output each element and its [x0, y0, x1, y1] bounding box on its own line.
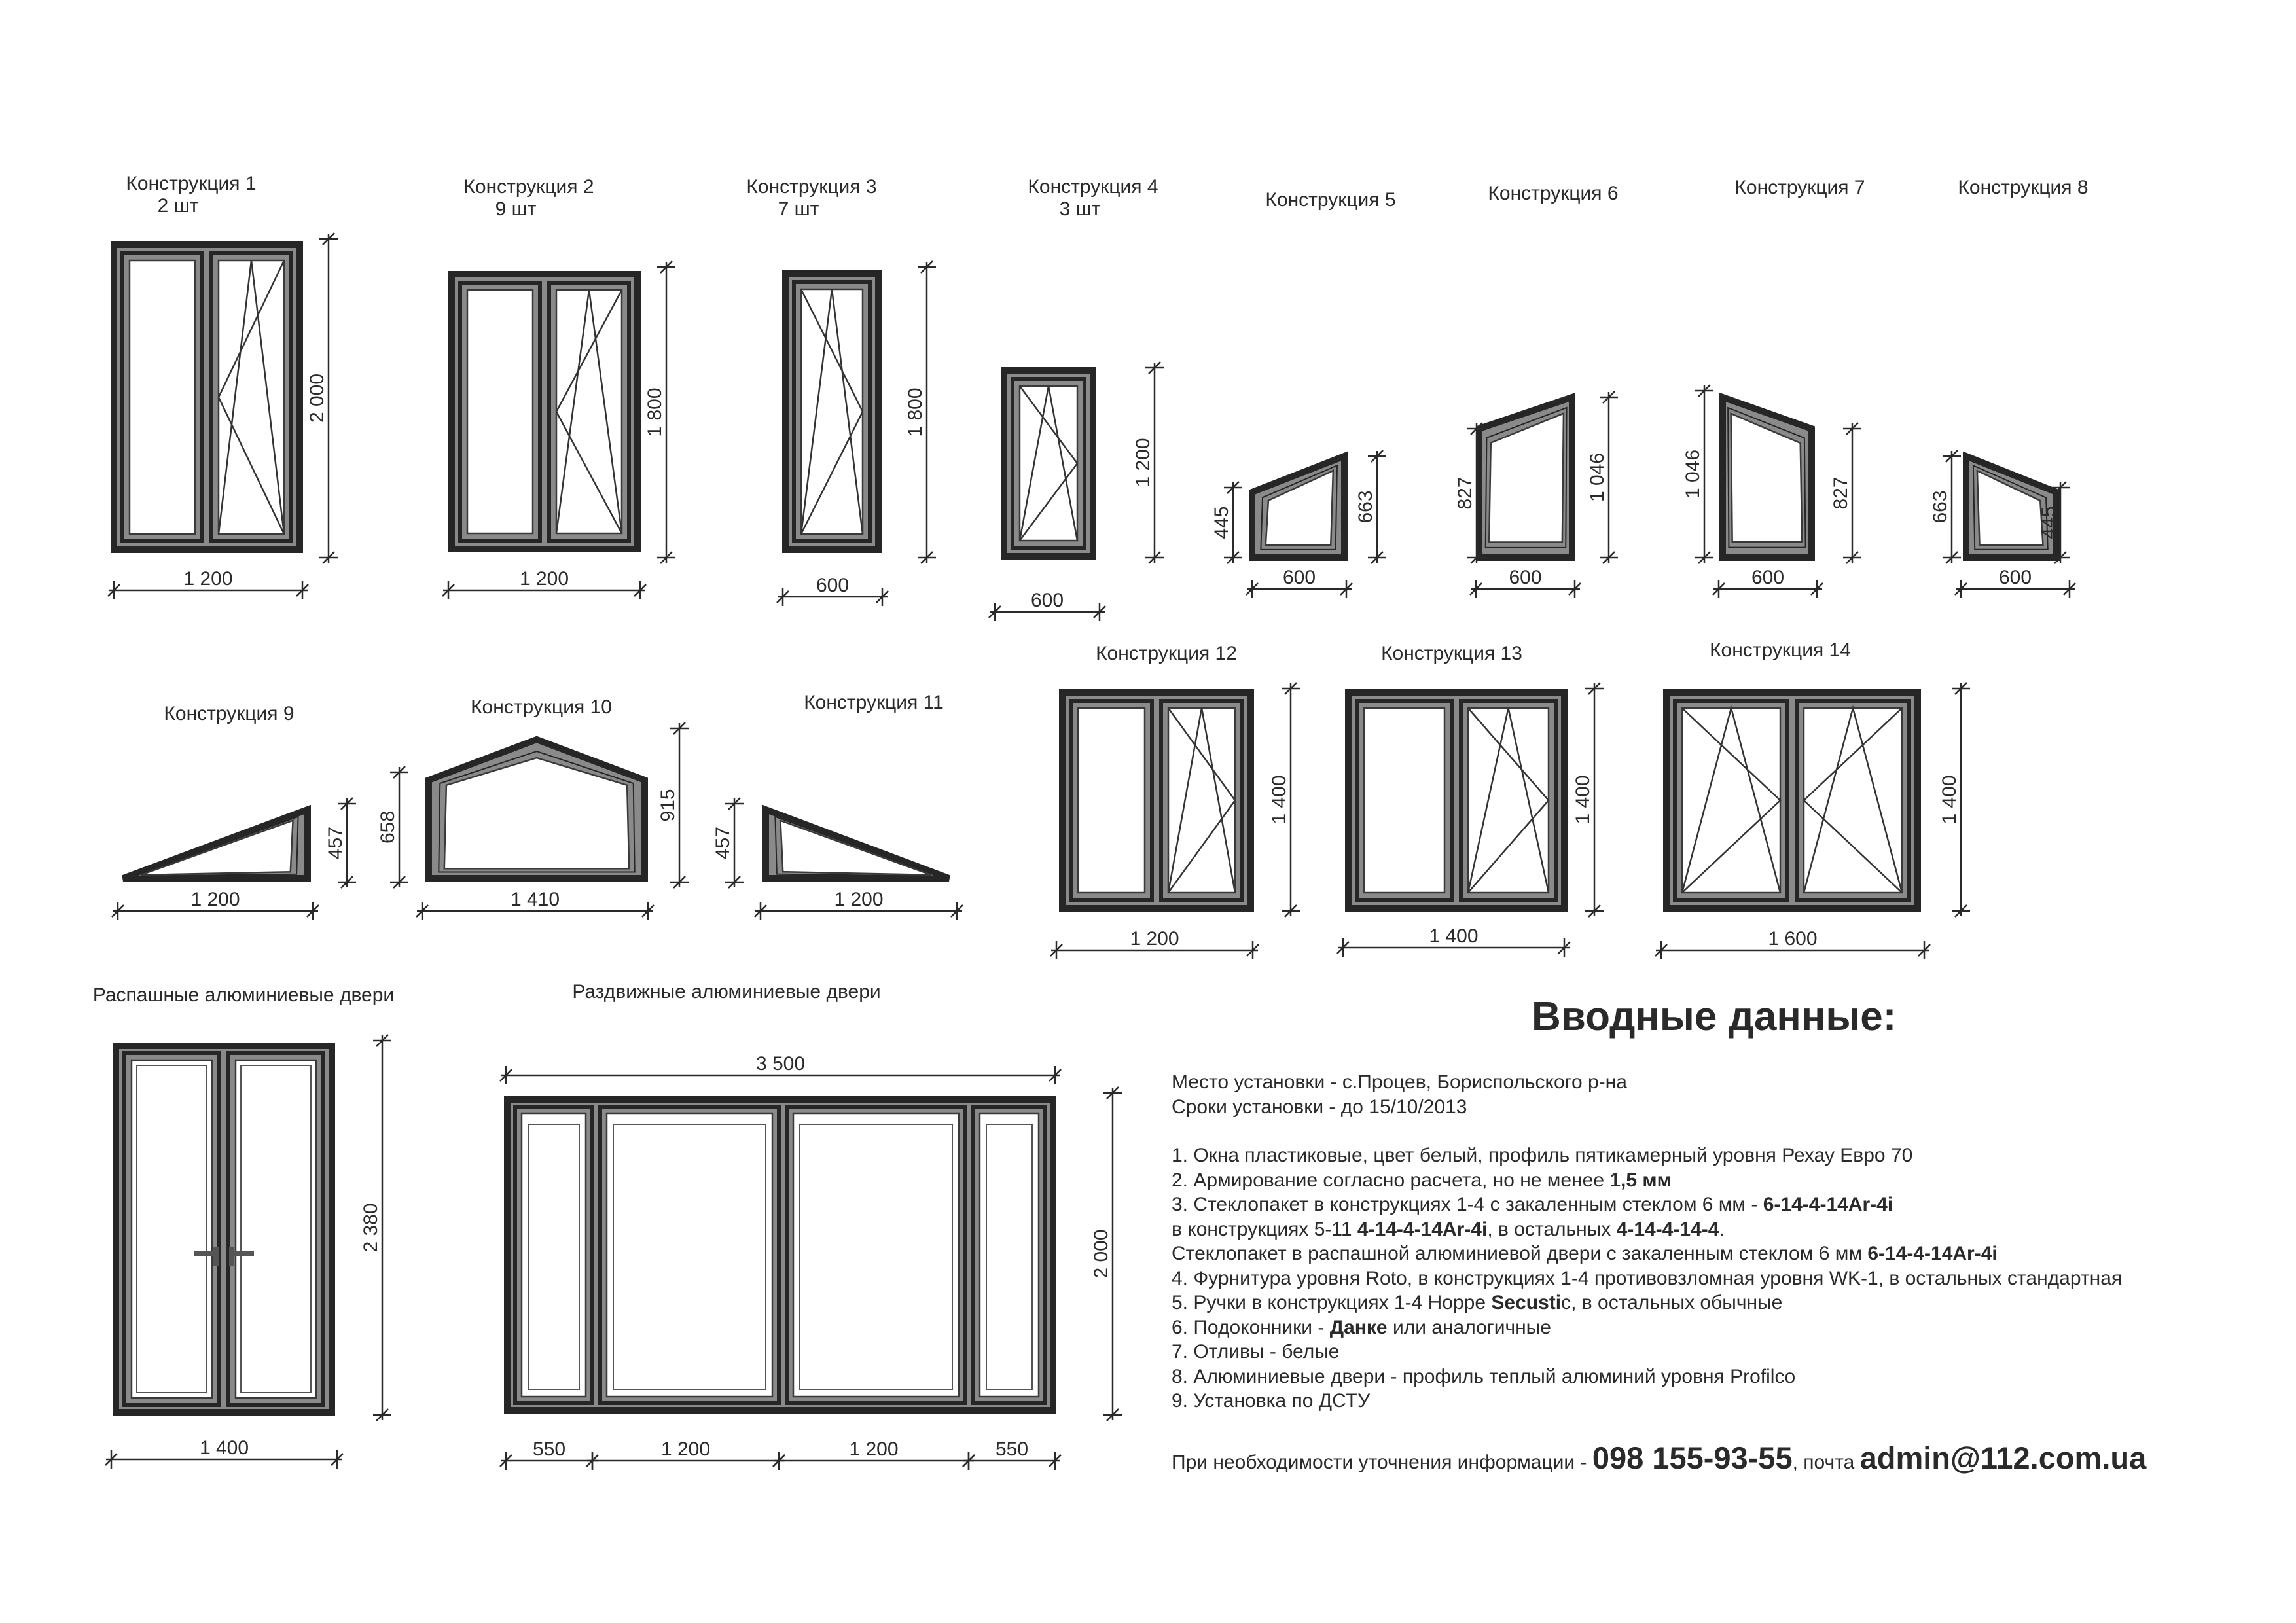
construction-12-height-label: 1 400 — [1268, 775, 1290, 825]
construction-8-left-height-label: 663 — [1929, 490, 1951, 524]
info-item-6: 6. Подоконники - Данке или аналогичные — [1172, 1316, 1551, 1338]
construction-2-height-label: 1 800 — [644, 387, 666, 437]
swing-doors-drawing — [116, 1046, 332, 1412]
sliding-doors-height-label: 2 000 — [1090, 1229, 1112, 1279]
construction-5-width-label: 600 — [1282, 567, 1316, 588]
sliding-doors-segment-2-label: 1 200 — [660, 1438, 711, 1460]
construction-3-window — [785, 274, 878, 550]
construction-2-width-label: 1 200 — [519, 568, 569, 590]
contact-line — [1172, 1440, 2146, 1476]
construction-13-title: Конструкция 13 — [1381, 643, 1522, 664]
construction-4-width-label: 600 — [1030, 590, 1064, 611]
construction-1-height-label: 2 000 — [306, 373, 328, 423]
construction-14-width-label: 1 600 — [1768, 928, 1818, 950]
construction-8-right-height-label: 445 — [2038, 506, 2060, 539]
construction-4-height-label: 1 200 — [1132, 438, 1154, 488]
construction-1-width-label: 1 200 — [183, 568, 233, 590]
construction-2-window — [452, 274, 637, 549]
construction-11-window — [766, 810, 949, 878]
construction-9-height-label: 457 — [325, 826, 346, 860]
construction-3-title: Конструкция 3 — [746, 176, 877, 198]
info-item-5: 5. Ручки в конструкциях 1-4 Hoppe Secustic, в остальных обычные — [1172, 1292, 1783, 1313]
contact-prefix: При необходимости уточнения информации - — [1172, 1452, 1592, 1473]
construction-13-window — [1348, 692, 1564, 908]
construction-7-width-label: 600 — [1751, 567, 1785, 588]
construction-6-width-label: 600 — [1509, 567, 1542, 588]
construction-4-qty: 3 шт — [1059, 198, 1101, 220]
construction-6-title: Конструкция 6 — [1488, 183, 1619, 204]
construction-10-title: Конструкция 10 — [471, 696, 612, 718]
contact-email[interactable]: admin@112.com.ua — [1859, 1440, 2147, 1475]
construction-9-width-label: 1 200 — [190, 889, 240, 910]
construction-3-height-label: 1 800 — [905, 387, 926, 437]
construction-6-window — [1479, 397, 1572, 558]
swing-doors-width-label: 1 400 — [199, 1437, 249, 1459]
construction-1-title: Конструкция 1 — [126, 173, 257, 194]
info-item-3c: Стеклопакет в распашной алюминиевой двери с закаленным стеклом 6 мм 6-14-4-14Ar-4i — [1172, 1243, 1998, 1264]
construction-1-qty: 2 шт — [157, 195, 199, 217]
construction-5-window — [1252, 456, 1344, 558]
swing-doors-height-label: 2 380 — [360, 1203, 382, 1253]
construction-5-left-height-label: 445 — [1211, 506, 1232, 539]
construction-2-title: Конструкция 2 — [463, 176, 594, 198]
info-item-4: 4. Фурнитура уровня Roto, в конструкциях 1-4 противовзломная уровня WK-1, в остальных стандартная — [1172, 1267, 2123, 1289]
construction-5-title: Конструкция 5 — [1265, 189, 1396, 211]
construction-6-right-height-label: 1 046 — [1587, 452, 1608, 503]
construction-10-window — [429, 740, 645, 878]
info-location: Место установки - с.Процев, Бориспольского р-на — [1172, 1071, 1627, 1093]
construction-7-right-height-label: 827 — [1830, 476, 1852, 510]
construction-13-width-label: 1 400 — [1429, 925, 1479, 947]
construction-14-title: Конструкция 14 — [1710, 639, 1851, 661]
construction-14-height-label: 1 400 — [1939, 775, 1960, 825]
contact-phone[interactable]: 098 155-93-55 — [1592, 1440, 1793, 1475]
construction-11-width-label: 1 200 — [834, 889, 884, 910]
construction-3-width-label: 600 — [816, 575, 850, 596]
info-deadline: Сроки установки - до 15/10/2013 — [1172, 1096, 1467, 1118]
contact-mail-label: , почта — [1792, 1452, 1860, 1473]
sliding-doors-segment-3-label: 1 200 — [849, 1438, 899, 1460]
construction-11-title: Конструкция 11 — [804, 692, 944, 713]
construction-12-title: Конструкция 12 — [1096, 643, 1237, 664]
construction-1-window — [114, 245, 300, 550]
sliding-doors-total-width-label: 3 500 — [755, 1053, 806, 1075]
info-item-8: 8. Алюминиевые двери - профиль теплый алюминий уровня Profilco — [1172, 1365, 1796, 1387]
construction-12-width-label: 1 200 — [1130, 928, 1179, 950]
info-item-7: 7. Отливы - белые — [1172, 1341, 1340, 1363]
info-item-9: 9. Установка по ДСТУ — [1172, 1390, 1371, 1412]
construction-11-height-label: 457 — [712, 826, 734, 860]
construction-5-right-height-label: 663 — [1355, 490, 1376, 524]
construction-3-qty: 7 шт — [778, 198, 819, 220]
sliding-doors-segment-1-label: 550 — [532, 1438, 566, 1460]
construction-8-width-label: 600 — [1998, 567, 2032, 588]
construction-12-window — [1062, 692, 1251, 908]
construction-8-title: Конструкция 8 — [1958, 177, 2089, 198]
construction-14-window — [1666, 692, 1918, 908]
construction-2-qty: 9 шт — [495, 198, 537, 220]
construction-7-title: Конструкция 7 — [1734, 177, 1865, 198]
construction-13-height-label: 1 400 — [1572, 775, 1594, 825]
construction-4-title: Конструкция 4 — [1028, 176, 1158, 198]
construction-9-title: Конструкция 9 — [164, 703, 295, 724]
info-block — [1172, 1070, 2284, 1414]
construction-10-left-height-label: 658 — [377, 810, 399, 844]
sliding-doors-segment-4-label: 550 — [995, 1438, 1029, 1460]
sliding-doors-title: Раздвижные алюминиевые двери — [572, 981, 881, 1003]
construction-10-width-label: 1 410 — [510, 889, 560, 910]
construction-7-left-height-label: 1 046 — [1682, 449, 1704, 499]
construction-10-right-height-label: 915 — [657, 789, 679, 822]
info-item-3: 3. Стеклопакет в конструкциях 1-4 с закаленным стеклом 6 мм - 6-14-4-14Ar-4i — [1172, 1194, 1893, 1215]
info-item-3b: в конструкциях 5-11 4-14-4-14Ar-4i, в остальных 4-14-4-14-4. — [1172, 1218, 1725, 1240]
info-item-1: 1. Окна пластиковые, цвет белый, профиль пятикамерный уровня Рехау Евро 70 — [1172, 1145, 1913, 1166]
construction-6-left-height-label: 827 — [1454, 476, 1476, 510]
swing-doors-title: Распашные алюминиевые двери — [92, 984, 395, 1006]
construction-9-window — [123, 810, 308, 878]
info-title: Вводные данные: — [1532, 994, 1897, 1039]
sliding-doors-drawing — [507, 1099, 1053, 1410]
construction-4-window — [1004, 370, 1093, 556]
info-item-2: 2. Армирование согласно расчета, но не менее 1,5 мм — [1172, 1169, 1672, 1191]
construction-7-window — [1723, 397, 1812, 558]
